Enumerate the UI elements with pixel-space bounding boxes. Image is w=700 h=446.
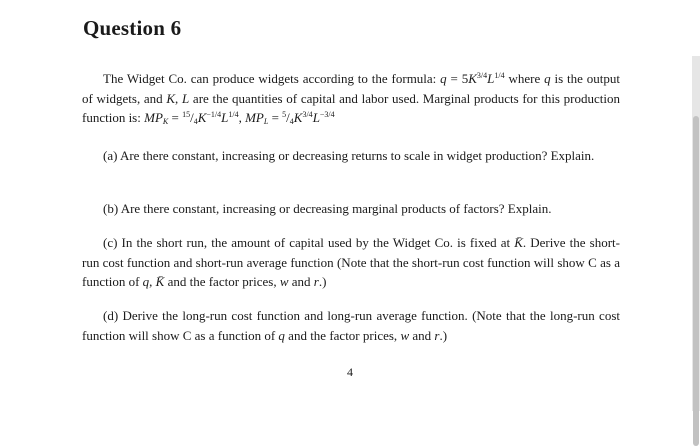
production-function-formula: $q = 5K^{3/4}L^{1/4}$: [440, 71, 505, 86]
page-number: 4: [347, 365, 353, 379]
marginal-product-labor-formula: $MP_L = ^5/_4K^{3/4}L^{-3/4}$: [245, 110, 335, 126]
part-a-text: (a) Are there constant, increasing or decreasing returns to scale in widget production? Explain.: [103, 148, 595, 163]
scrollbar-thumb[interactable]: [693, 116, 699, 446]
part-c-text: (c) In the short run, the amount of capital used by the Widget Co. is fixed at K̄. Derive the short-run cost function and short-run average function (Note that the short-run cost function will show C as a function of q, K̄ and the factor prices, w and r.): [82, 235, 620, 289]
problem-statement: The Widget Co. can produce widgets according to the formula: $q = 5K^{3/4}L^{1/4}$ where q is the output of widgets, and K, L are the quantities of capital and labor used. Marginal products for this production function is: $MP_K = ^{15}/_4K^{-1/4}L^{1/4}$, $MP_L = ^5/_4K^{3/4}L^{-3/4}$: [82, 71, 621, 126]
vertical-scrollbar[interactable]: [692, 56, 700, 411]
question-title: Question 6: [83, 16, 182, 40]
marginal-product-capital-formula: $MP_K = ^{15}/_4K^{-1/4}L^{1/4}$: [144, 110, 239, 126]
part-d-text: (d) Derive the long-run cost function and long-run average function. (Note that the long-run cost function will show C as a function of q and the factor prices, w and r.): [82, 308, 620, 343]
part-b-text: (b) Are there constant, increasing or decreasing marginal products of factors? Explain.: [103, 201, 552, 216]
